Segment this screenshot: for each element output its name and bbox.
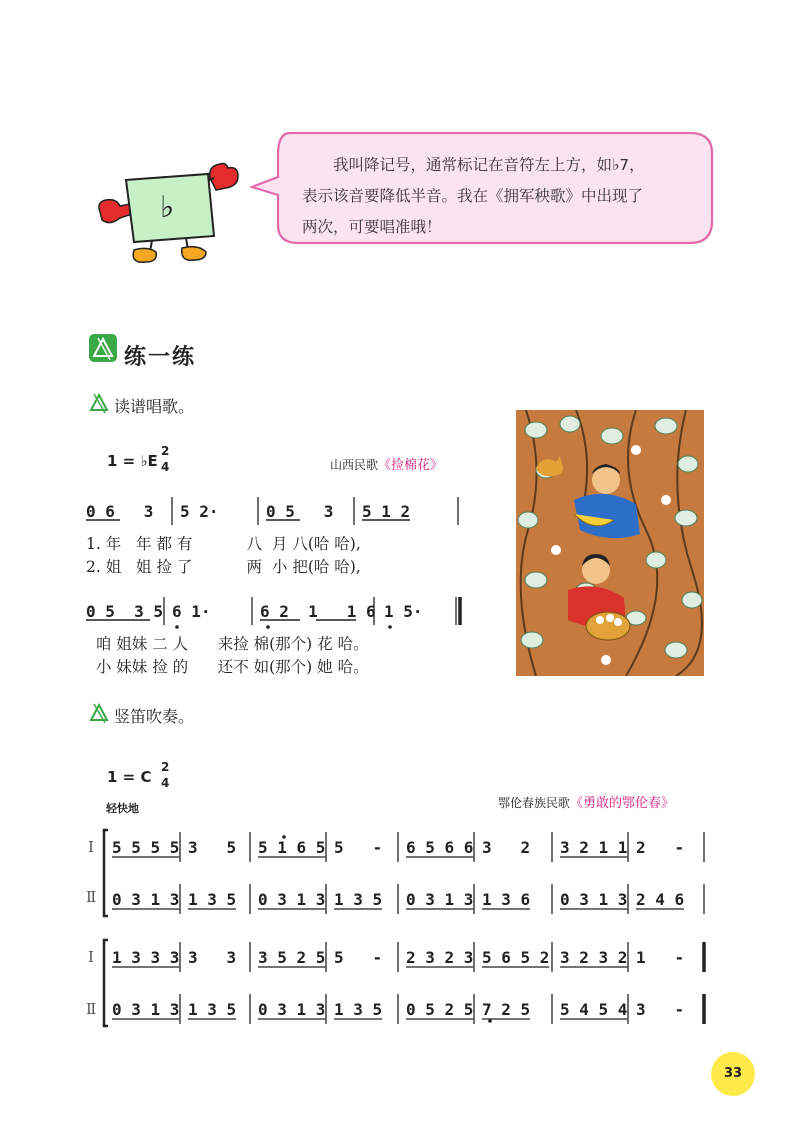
note-group: 6 2 1 1 6: [260, 602, 376, 621]
measure: 5 -: [334, 948, 383, 967]
note-group: 5 1 2: [362, 502, 411, 521]
lyric-line: 咱 姐妹 二 人 来捡 棉(那个) 花 哈。: [86, 635, 369, 653]
voice-label-I: Ⅰ: [88, 948, 94, 966]
key-signature: 1 = ♭E: [107, 452, 158, 470]
measure: 3 2 1 1: [560, 838, 628, 857]
measure: 2 -: [636, 838, 685, 857]
measure: 1 3 5: [188, 1000, 237, 1019]
measure: 3 3: [188, 948, 237, 967]
measure: 5 -: [334, 838, 383, 857]
note-group: 1 5·: [384, 602, 423, 621]
time-signature-bottom: 4: [161, 460, 170, 474]
time-signature-top: 2: [161, 760, 170, 774]
measure: 7 2 5: [482, 1000, 531, 1019]
song-title: 《勇敢的鄂伦春》: [570, 796, 675, 811]
measure: 3 -: [636, 1000, 685, 1019]
page-number-badge: 33: [711, 1052, 755, 1096]
lyric-line: 1. 年 年 都 有 八 月 八(哈 哈),: [86, 535, 361, 553]
tempo-marking: 轻快地: [106, 802, 139, 815]
measure: 1 3 5: [188, 890, 237, 909]
note-group: 5 2·: [180, 502, 219, 521]
measure: 5 1 6 5: [258, 838, 326, 857]
measure: 1 3 3 3: [112, 948, 180, 967]
time-signature-bottom: 4: [161, 776, 170, 790]
bubble-line: 两次，可要唱准哦！: [302, 218, 442, 236]
measure: 5 5 5 5: [112, 838, 180, 857]
bubble-line: 表示该音要降低半音。我在《拥军秧歌》中出现了: [302, 187, 644, 205]
measure: 5 6 5 2: [482, 948, 550, 967]
measure: 3 2 3 2: [560, 948, 628, 967]
bubble-line: 我叫降记号，通常标记在音符左上方，如♭7，: [333, 156, 645, 174]
source-prefix: 鄂伦春族民歌: [498, 796, 571, 810]
measure: 0 5 2 5: [406, 1000, 474, 1019]
key-signature: 1 = C: [107, 768, 152, 786]
measure: 5 4 5 4: [560, 1000, 628, 1019]
measure: 0 3 1 3: [258, 1000, 326, 1019]
measure: 2 4 6: [636, 890, 685, 909]
measure: 3 5: [188, 838, 237, 857]
measure: 1 -: [636, 948, 685, 967]
measure: 0 3 1 3: [560, 890, 628, 909]
measure: 2 3 2 3: [406, 948, 474, 967]
flat-symbol: ♭: [160, 190, 175, 225]
note-group: 6 1·: [172, 602, 211, 621]
measure: 3 2: [482, 838, 531, 857]
note-group: 0 6 3: [86, 502, 154, 521]
measure: 0 3 1 3: [112, 1000, 180, 1019]
section-title: 练一练: [124, 345, 197, 370]
song-title: 《捡棉花》: [378, 458, 444, 473]
lyric-line: 小 妹妹 捡 的 还不 如(那个) 她 哈。: [86, 658, 369, 676]
lyric-line: 2. 姐 姐 捡 了 两 小 把(哈 哈),: [86, 558, 361, 576]
measure: 0 3 1 3: [258, 890, 326, 909]
time-signature-top: 2: [161, 444, 170, 458]
measure: 0 3 1 3: [112, 890, 180, 909]
measure: 1 3 6: [482, 890, 531, 909]
voice-label-II: Ⅱ: [86, 1000, 97, 1018]
measure: 0 3 1 3: [406, 890, 474, 909]
voice-label-I: Ⅰ: [88, 838, 94, 856]
exercise-title: 竖笛吹奏。: [114, 707, 195, 726]
note-group: 0 5 3 5: [86, 602, 164, 621]
note-group: 0 5 3: [266, 502, 334, 521]
measure: 3 5 2 5: [258, 948, 326, 967]
measure: 6 5 6 6: [406, 838, 474, 857]
measure: 1 3 5: [334, 1000, 383, 1019]
exercise-title: 读谱唱歌。: [114, 397, 195, 416]
measure: 1 3 5: [334, 890, 383, 909]
source-prefix: 山西民歌: [330, 458, 379, 472]
voice-label-II: Ⅱ: [86, 888, 97, 906]
